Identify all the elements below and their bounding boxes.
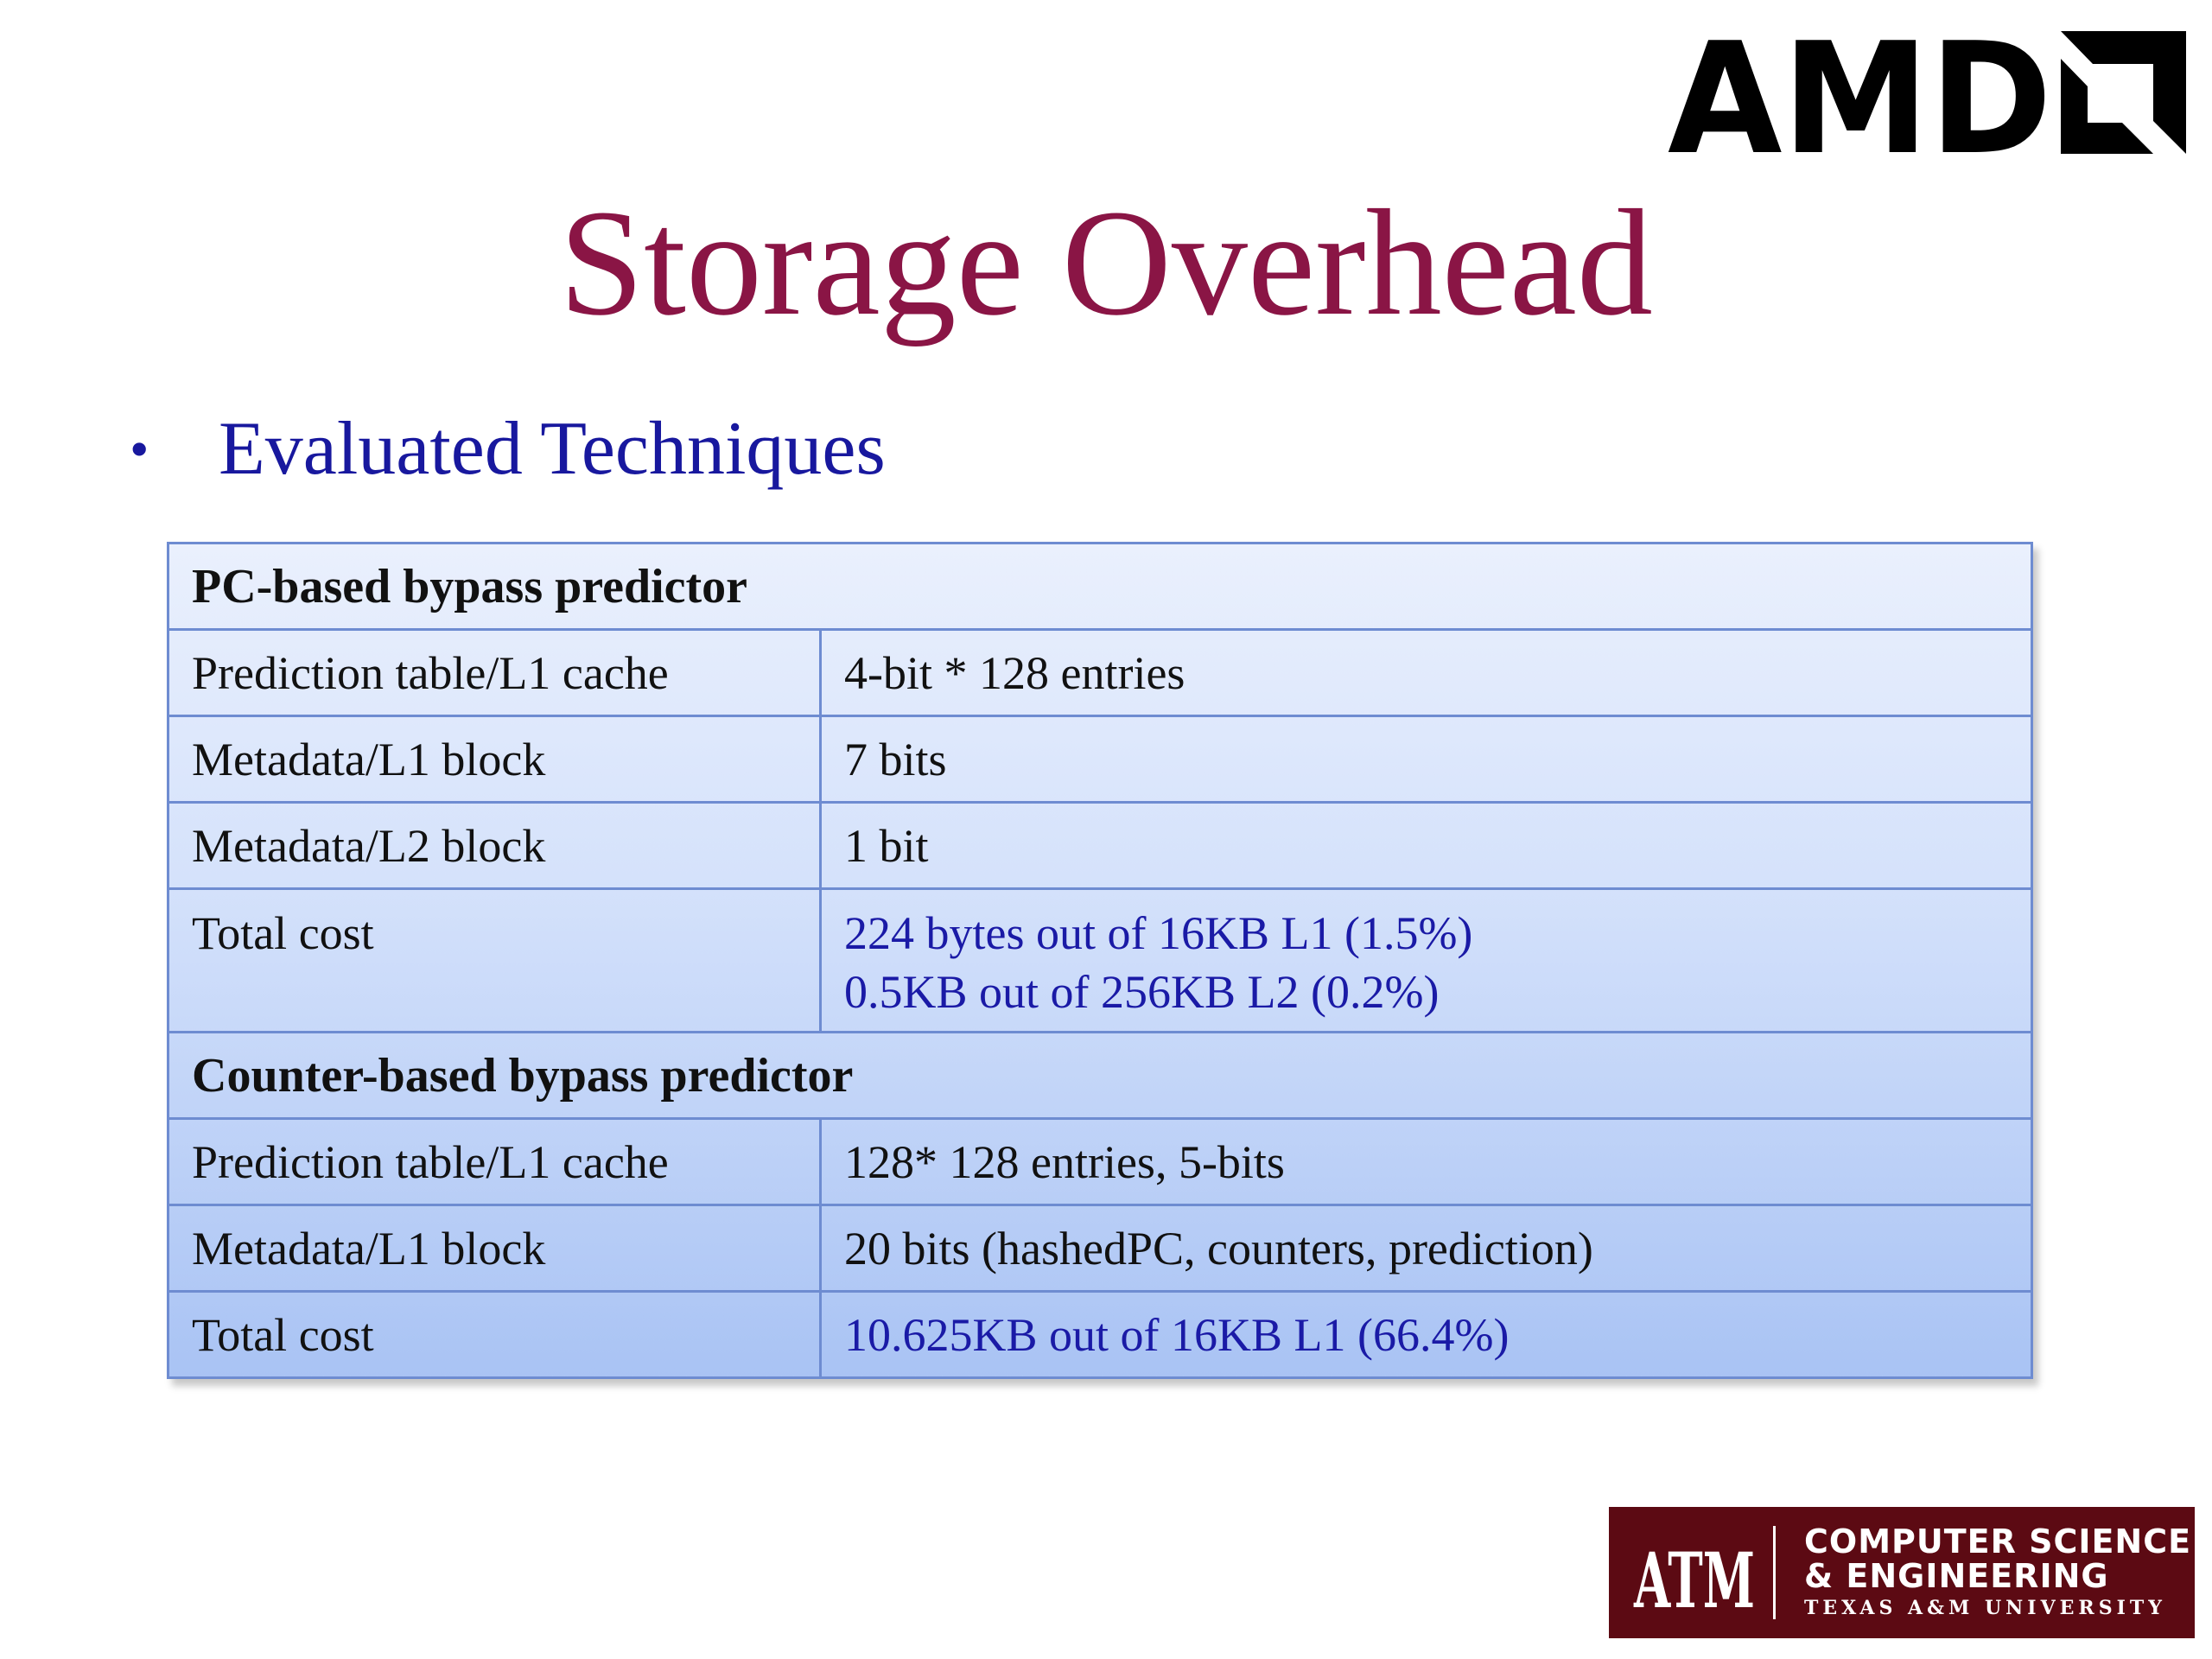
table-row bbox=[168, 716, 2032, 803]
table-row bbox=[168, 1292, 2032, 1378]
storage-overhead-table bbox=[167, 542, 2033, 1379]
table-row bbox=[168, 803, 2032, 889]
row-label: Metadata/L1 block bbox=[168, 716, 821, 803]
amd-arrow-icon bbox=[2061, 31, 2186, 154]
tamu-wordmark bbox=[1804, 1524, 2191, 1623]
slide-title: Storage Overhead bbox=[559, 179, 1653, 347]
table-row bbox=[168, 630, 2032, 716]
tamu-cse-logo bbox=[1609, 1507, 2195, 1638]
table-row bbox=[168, 1205, 2032, 1292]
row-label bbox=[168, 889, 821, 1033]
row-value bbox=[821, 889, 2032, 1033]
bullet-marker: • bbox=[130, 418, 149, 480]
row-label: Prediction table/L1 cache bbox=[168, 1119, 821, 1205]
row-value: 128* 128 entries, 5-bits bbox=[821, 1119, 2032, 1205]
section-header-pc: PC-based bypass predictor bbox=[168, 543, 2032, 630]
tamu-line-1: COMPUTER SCIENCE bbox=[1804, 1522, 2192, 1560]
row-value: 10.625KB out of 16KB L1 (66.4%) bbox=[821, 1292, 2032, 1378]
row-value: 1 bit bbox=[821, 803, 2032, 889]
section-header-counter: Counter-based bypass predictor bbox=[168, 1033, 2032, 1119]
total-cost-line-1: 224 bytes out of 16KB L1 (1.5%) bbox=[844, 907, 1473, 959]
row-value: 20 bits (hashedPC, counters, prediction) bbox=[821, 1205, 2032, 1292]
logo-divider bbox=[1773, 1526, 1776, 1619]
table-row bbox=[168, 889, 2032, 1033]
row-value: 7 bits bbox=[821, 716, 2032, 803]
amd-logo-text: AMD bbox=[1668, 10, 2052, 188]
row-label: Prediction table/L1 cache bbox=[168, 630, 821, 716]
tamu-monogram-text: ATM bbox=[1633, 1535, 1755, 1625]
tamu-line-3: TEXAS A&M UNIVERSITY bbox=[1804, 1597, 2166, 1619]
table-row bbox=[168, 543, 2032, 630]
bullet-item bbox=[130, 406, 886, 493]
row-label: Metadata/L2 block bbox=[168, 803, 821, 889]
row-value: 4-bit * 128 entries bbox=[821, 630, 2032, 716]
row-label: Metadata/L1 block bbox=[168, 1205, 821, 1292]
amd-logo bbox=[1668, 10, 2203, 188]
tamu-line-2: & ENGINEERING bbox=[1804, 1557, 2109, 1595]
row-label: Total cost bbox=[168, 1292, 821, 1378]
tamu-monogram-icon bbox=[1630, 1519, 1759, 1626]
table-row bbox=[168, 1033, 2032, 1119]
total-cost-line-2: 0.5KB out of 256KB L2 (0.2%) bbox=[844, 966, 1440, 1018]
table-row bbox=[168, 1119, 2032, 1205]
bullet-text: Evaluated Techniques bbox=[219, 407, 886, 491]
total-cost-label: Total cost bbox=[192, 907, 374, 959]
